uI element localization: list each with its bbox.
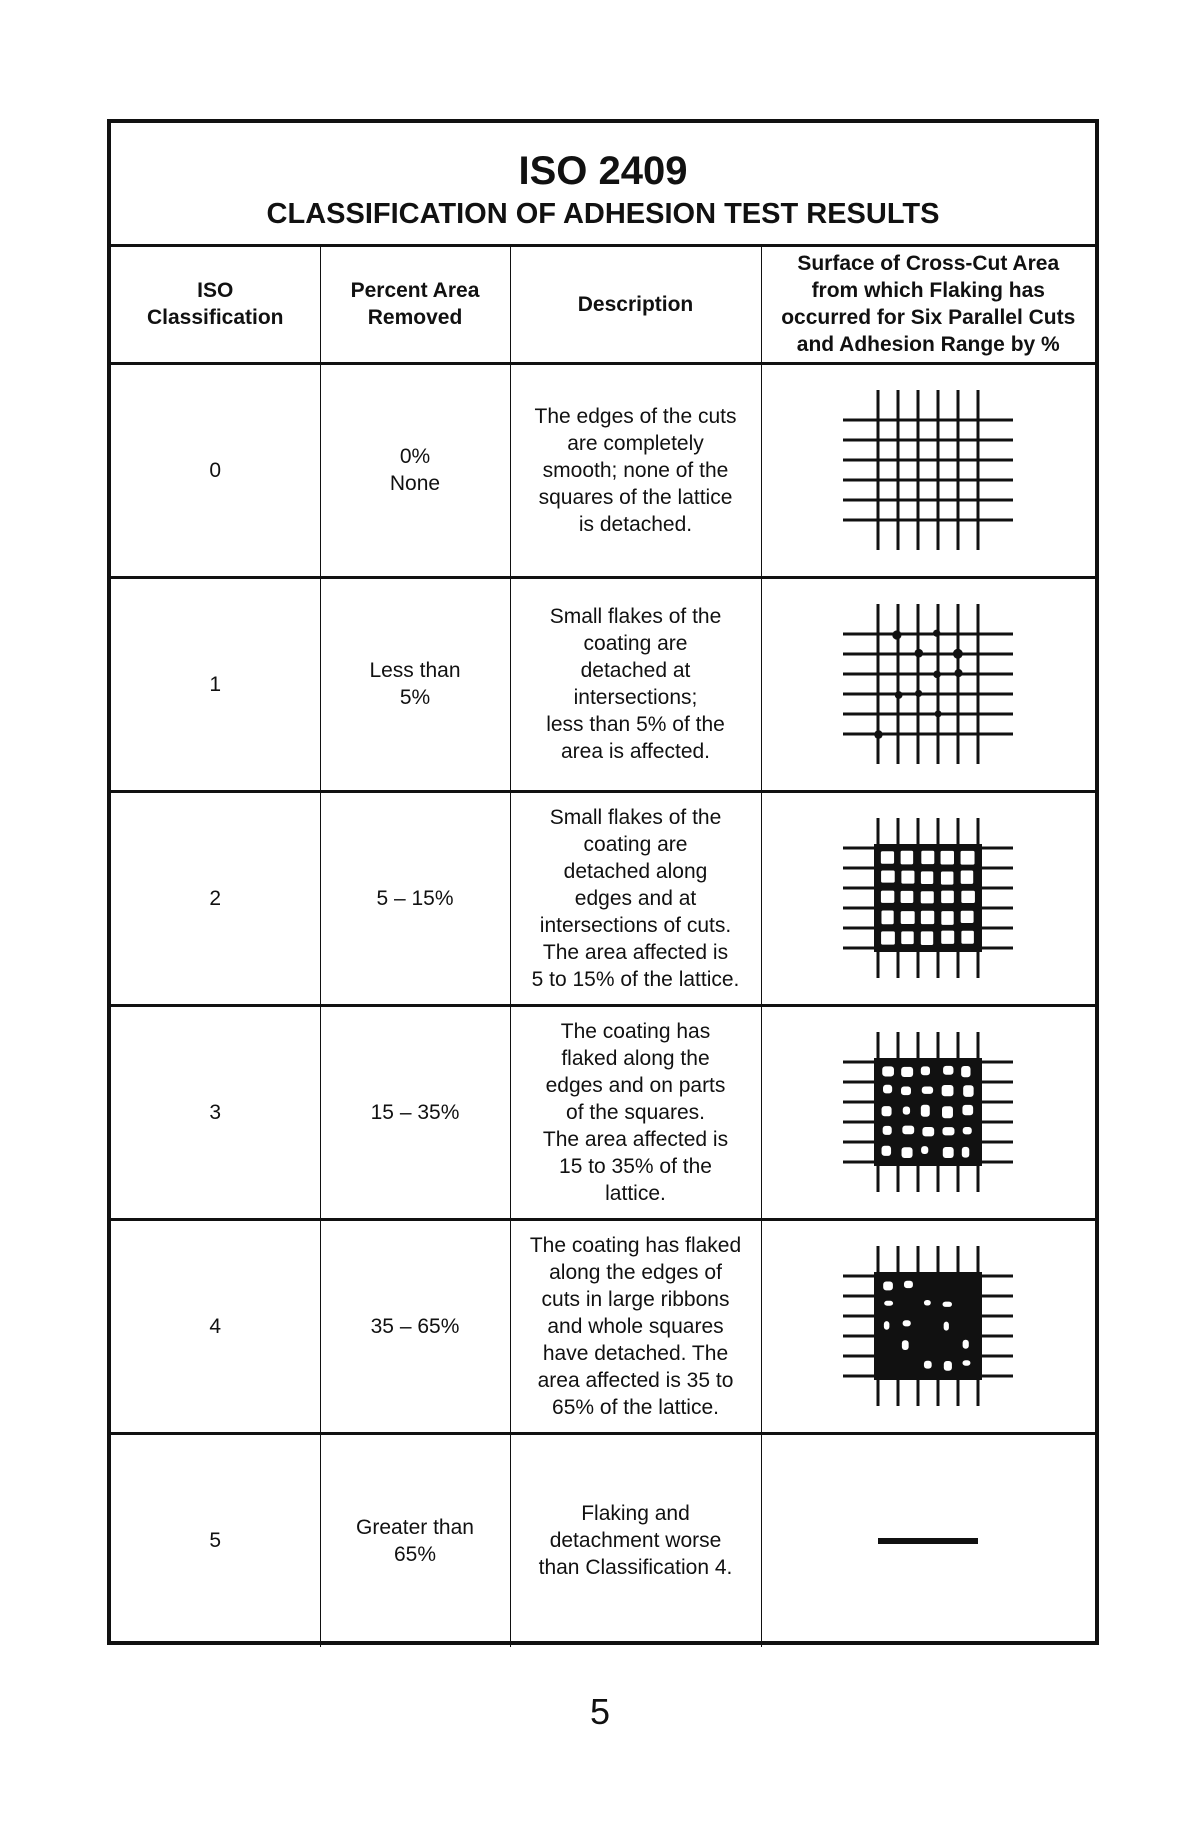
classification-cell: 5 (209, 1529, 222, 1553)
header-description: Description (510, 247, 761, 363)
description-cell: The edges of the cuts are completely smooth; none of the squares of the lattice is detached. (510, 363, 761, 577)
title-block (111, 123, 1095, 247)
percent-cell: Greater than 65% (320, 1433, 510, 1647)
percent-cell: 35 – 65% (320, 1219, 510, 1433)
lattice-slight-flaking-icon (833, 594, 1023, 774)
classification-cell: 1 (111, 577, 320, 791)
header-classification: ISO Classification (111, 247, 320, 363)
percent-cell: 5 – 15% (320, 791, 510, 1005)
description-cell: The coating has flaked along the edges of cuts in large ribbons and whole squares have detached. The area affected is 35 to 65% of the lattice. (510, 1219, 761, 1433)
classification-cell: 3 (111, 1005, 320, 1219)
classification-cell: 4 (111, 1219, 320, 1433)
page-subtitle: CLASSIFICATION OF ADHESION TEST RESULTS (266, 198, 940, 230)
lattice-partial-flaking-icon (833, 1022, 1023, 1202)
table-row (111, 791, 1095, 1005)
classification-cell: 2 (111, 791, 320, 1005)
table-row (111, 363, 1095, 577)
classification-cell: 0 (111, 363, 320, 577)
table-row (111, 1005, 1095, 1219)
diagram-cell (761, 1219, 1095, 1433)
table-row (111, 1219, 1095, 1433)
description-cell: Small flakes of the coating are detached at intersections; less than 5% of the area is affected. (510, 577, 761, 791)
diagram-cell (761, 1433, 1095, 1647)
percent-cell: Less than 5% (320, 577, 510, 791)
classification-table (111, 247, 1095, 1647)
table-header-row (111, 247, 1095, 363)
diagram-cell (761, 363, 1095, 577)
description-cell: Flaking and detachment worse than Classification 4. (510, 1433, 761, 1647)
description-cell: The coating has flaked along the edges and on parts of the squares. The area affected is 15 to 35% of the lattice. (510, 1005, 761, 1219)
header-surface: Surface of Cross-Cut Area from which Flaking has occurred for Six Parallel Cuts and Adhesion Range by % (761, 247, 1095, 363)
lattice-no-flaking-icon (833, 380, 1023, 560)
lattice-heavy-flaking-icon (833, 1236, 1023, 1416)
page-title: ISO 2409 (518, 149, 688, 193)
dash-icon (833, 1451, 1023, 1631)
diagram-cell (761, 1005, 1095, 1219)
diagram-cell (761, 791, 1095, 1005)
page-number: 5 (589, 1691, 611, 1732)
table-row (111, 1433, 1095, 1647)
header-percent-area: Percent Area Removed (320, 247, 510, 363)
description-cell: Small flakes of the coating are detached along edges and at intersections of cuts. The area affected is 5 to 15% of the lattice. (510, 791, 761, 1005)
table-row (111, 577, 1095, 791)
diagram-cell (761, 577, 1095, 791)
percent-cell: 0% None (320, 363, 510, 577)
lattice-edge-flaking-icon (833, 808, 1023, 988)
percent-cell: 15 – 35% (320, 1005, 510, 1219)
classification-table-frame (107, 119, 1099, 1645)
